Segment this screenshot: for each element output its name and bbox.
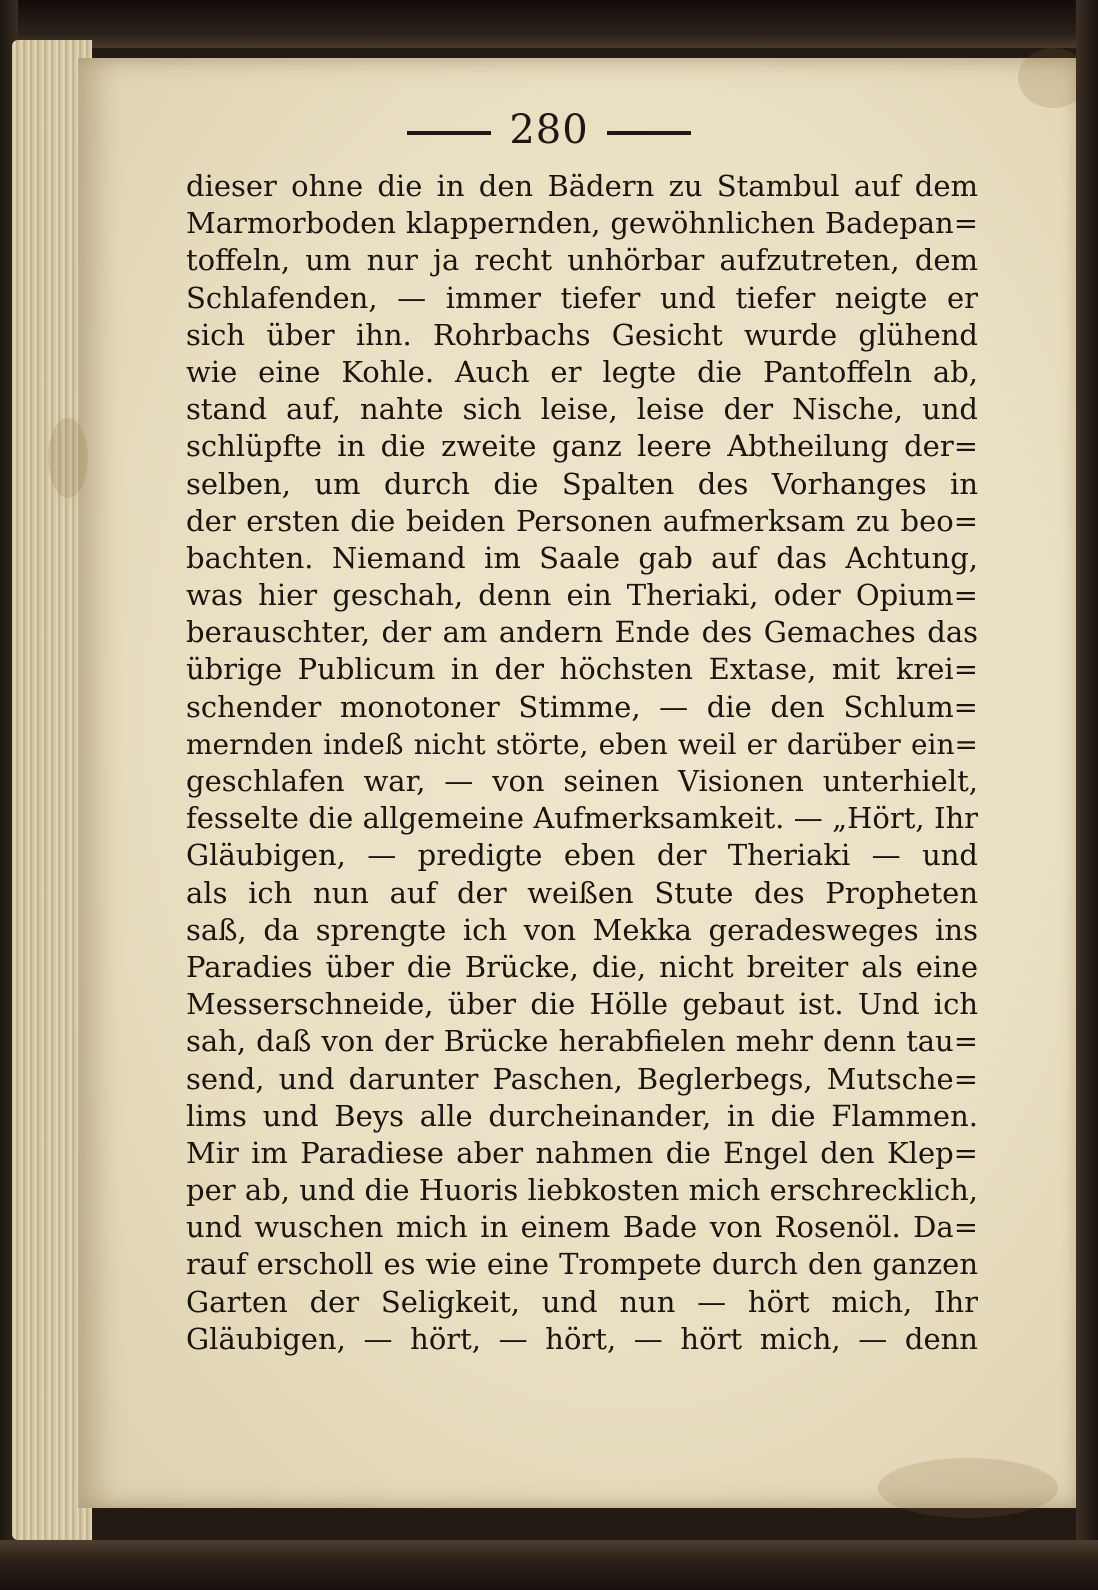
text-line: Mir im Paradiese aber nahmen die Engel den Klep=: [186, 1135, 978, 1170]
text-line: bachten. Niemand im Saale gab auf das Achtung,: [186, 540, 978, 575]
text-line: Messerschneide, über die Hölle gebaut ist. Und ich: [186, 987, 978, 1022]
page-number: 280: [509, 107, 589, 153]
text-line: der ersten die beiden Personen aufmerksam zu beo=: [186, 503, 978, 538]
text-line: übrige Publicum in der höchsten Extase, mit krei=: [186, 652, 978, 687]
text-line: rauf erscholl es wie eine Trompete durch den ganzen: [186, 1247, 978, 1282]
text-line: sah, daß von der Brücke herabfielen mehr denn tau=: [186, 1024, 978, 1059]
text-line: Gläubigen, — predigte eben der Theriaki — und: [186, 838, 978, 873]
header-rule-right: [607, 131, 691, 135]
text-line: Marmorboden klappernden, gewöhnlichen Badepan=: [186, 206, 978, 241]
text-line: Paradies über die Brücke, die, nicht breiter als eine: [186, 949, 978, 984]
text-line: send, und darunter Paschen, Beglerbegs, Mutsche=: [186, 1061, 978, 1096]
text-line: schlüpfte in die zweite ganz leere Abtheilung der=: [186, 429, 978, 464]
text-line: toffeln, um nur ja recht unhörbar aufzutreten, dem: [186, 243, 978, 278]
text-line: Schlafenden, — immer tiefer und tiefer neigte er: [186, 280, 978, 315]
book-cover-top: [0, 0, 1098, 48]
paper-stain: [878, 1458, 1058, 1518]
text-line: mernden indeß nicht störte, eben weil er darüber ein=: [186, 727, 978, 761]
text-line: fesselte die allgemeine Aufmerksamkeit. — „Hört, Ihr: [186, 801, 978, 836]
page-header: [0, 100, 1098, 160]
text-line: wie eine Kohle. Auch er legte die Pantoffeln ab,: [186, 354, 978, 389]
text-line: geschlafen war, — von seinen Visionen unterhielt,: [186, 764, 978, 798]
text-line: per ab, und die Huoris liebkosten mich erschrecklich,: [186, 1173, 978, 1208]
text-line: dieser ohne die in den Bädern zu Stambul auf dem: [186, 169, 978, 203]
text-line: selben, um durch die Spalten des Vorhanges in: [186, 466, 978, 501]
header-rule-left: [407, 131, 491, 135]
text-line: berauschter, der am andern Ende des Gemaches das: [186, 615, 978, 650]
text-line: Garten der Seligkeit, und nun — hört mich, Ihr: [186, 1284, 978, 1319]
text-line: stand auf, nahte sich leise, leise der Nische, und: [186, 392, 978, 427]
page-body-text: [186, 168, 978, 1358]
text-line: schender monotoner Stimme, — die den Schlum=: [186, 689, 978, 724]
text-line: lims und Beys alle durcheinander, in die Flammen.: [186, 1098, 978, 1133]
text-line: Gläubigen, — hört, — hört, — hört mich, — denn: [186, 1321, 978, 1356]
book-cover-right: [1076, 0, 1098, 1590]
text-line: als ich nun auf der weißen Stute des Propheten: [186, 875, 978, 910]
text-line: und wuschen mich in einem Bade von Rosenöl. Da=: [186, 1210, 978, 1245]
book-cover-bottom: [0, 1540, 1098, 1590]
text-line: sich über ihn. Rohrbachs Gesicht wurde glühend: [186, 317, 978, 352]
text-line: saß, da sprengte ich von Mekka geradesweges ins: [186, 912, 978, 947]
text-line: was hier geschah, denn ein Theriaki, oder Opium=: [186, 578, 978, 613]
paper-stain: [48, 418, 88, 498]
